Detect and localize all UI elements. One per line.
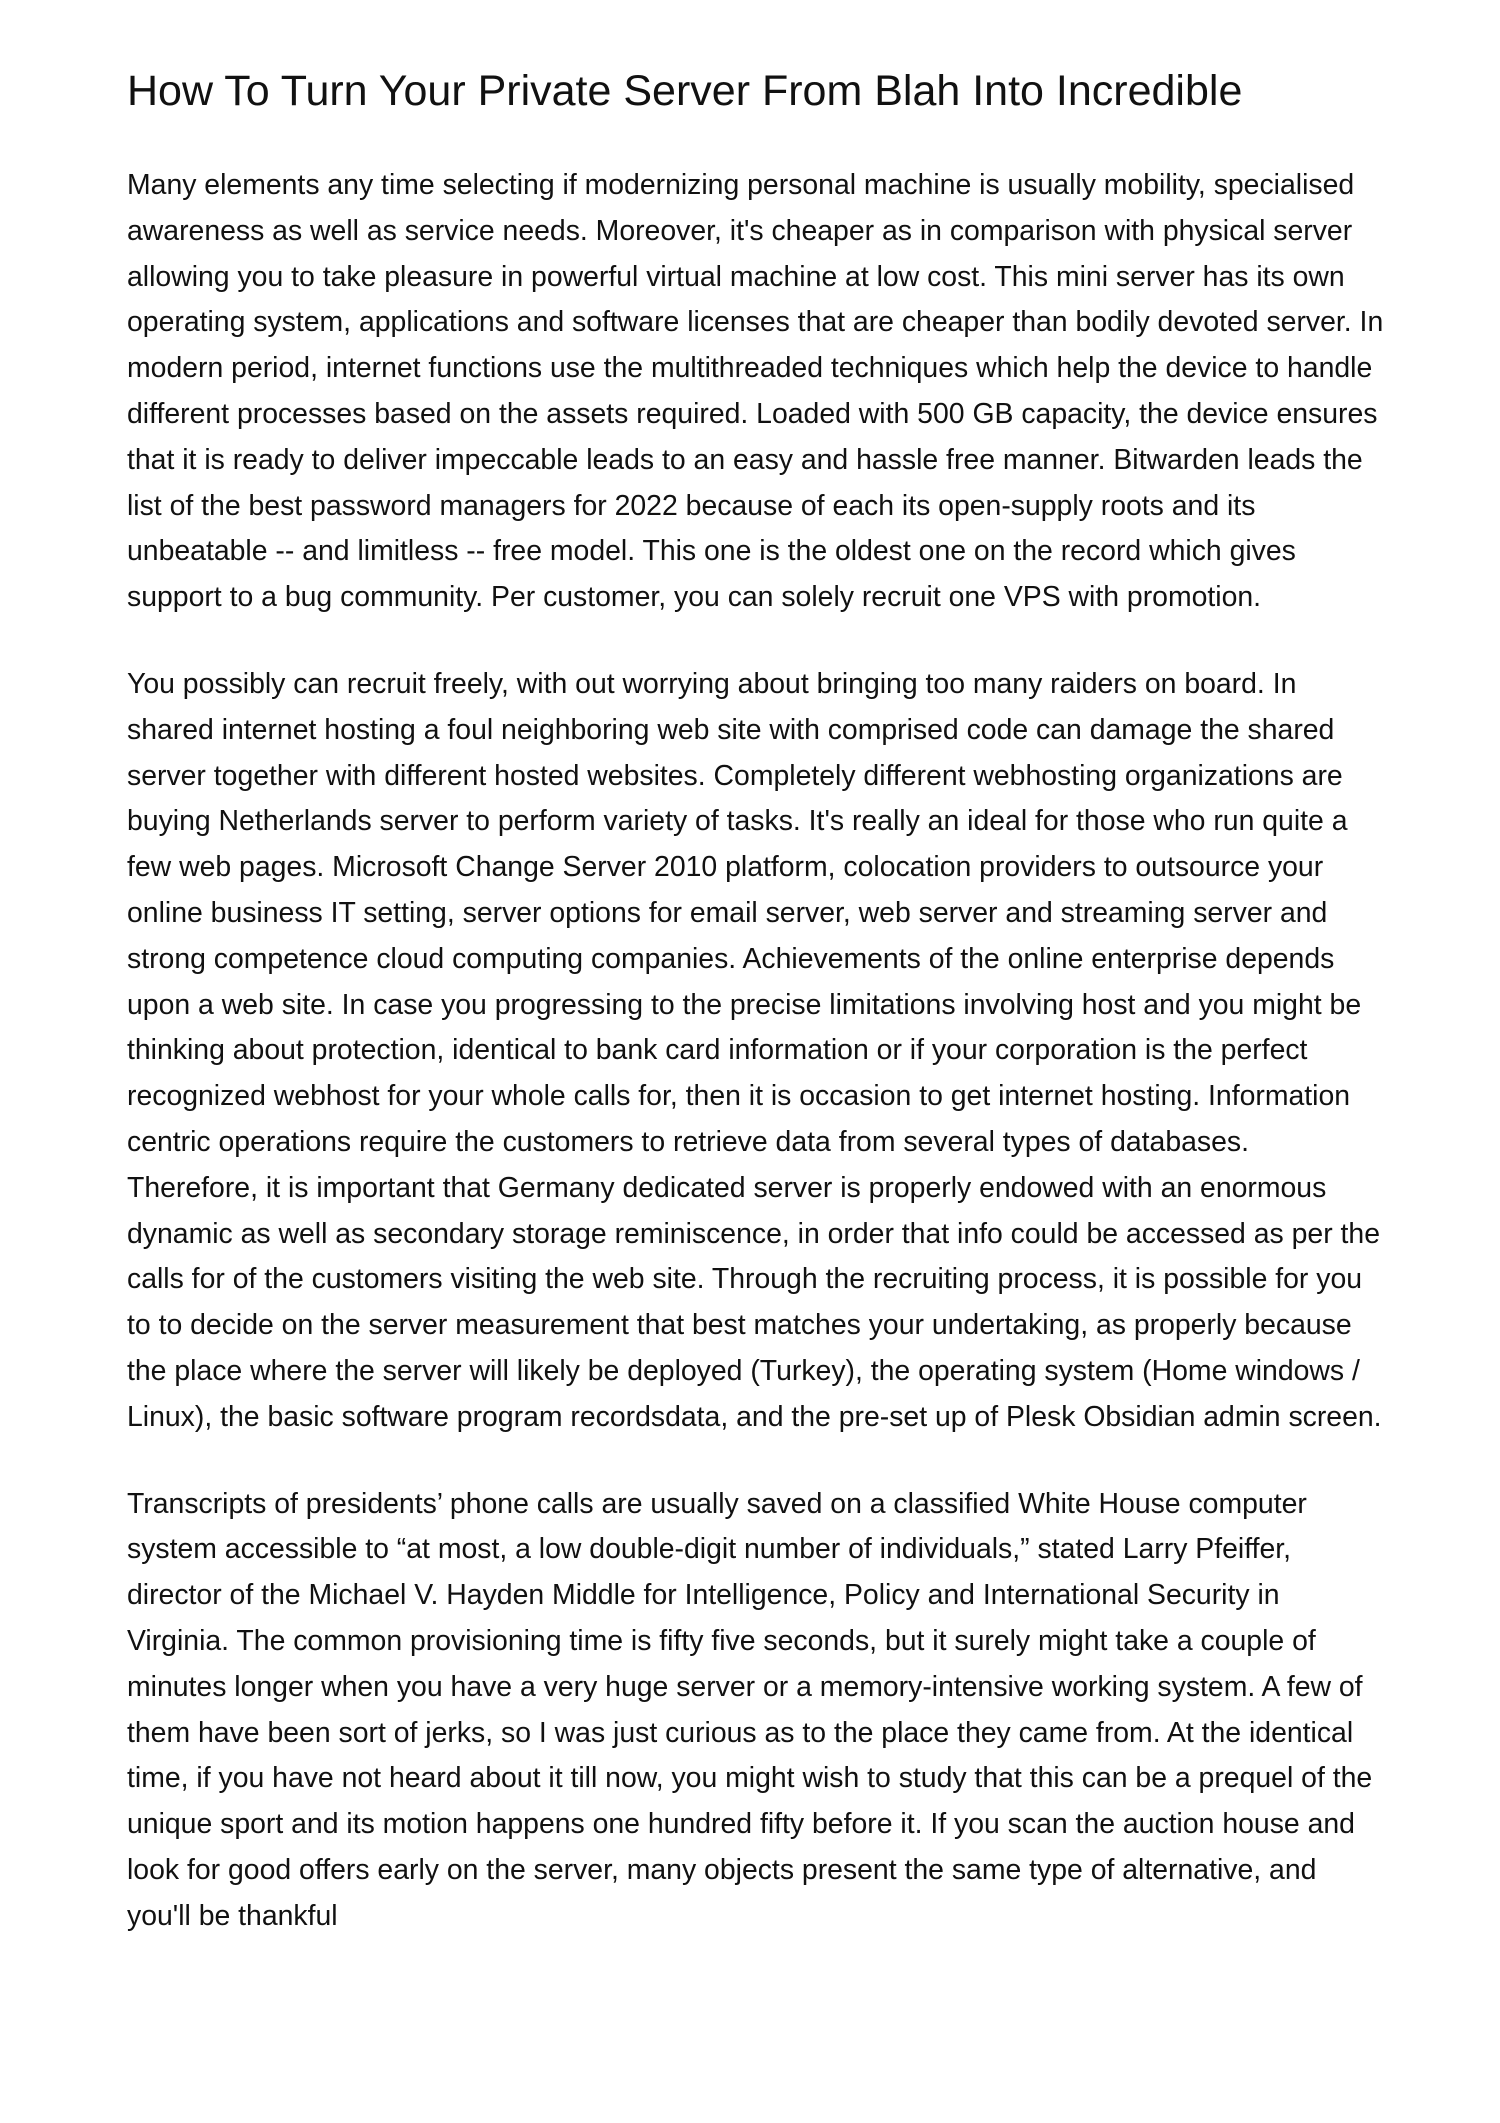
document-title: How To Turn Your Private Server From Blah Into Incredible [127, 67, 1243, 115]
document-page [127, 62, 1387, 1980]
paragraph-3: Transcripts of presidents’ phone calls are usually saved on a classified White House computer system accessible to “at most, a low double-digit number of individuals,” stated Larry Pfeiffer, director of the Michael V. Hayden Middle for Intelligence, Policy and International Security in Virginia. The common provisioning time is fifty five seconds, but it surely might take a couple of minutes longer when you have a very huge server or a memory-intensive working system. A few of them have been sort of jerks, so I was just curious as to the place they came from. At the identical time, if you have not heard about it till now, you might wish to study that this can be a prequel of the unique sport and its motion happens one hundred fifty before it. If you scan the auction house and look for good offers early on the server, many objects present the same type of alternative, and you'll be thankful [127, 1487, 1373, 1932]
paragraph-2: You possibly can recruit freely, with out worrying about bringing too many raiders on board. In shared internet hosting a foul neighboring web site with comprised code can damage the shared server together with different hosted websites. Completely different webhosting organizations are buying Netherlands server to perform variety of tasks. It's really an ideal for those who run quite a few web pages. Microsoft Change Server 2010 platform, colocation providers to outsource your online business IT setting, server options for email server, web server and streaming server and strong competence cloud computing companies. Achievements of the online enterprise depends upon a web site. In case you progressing to the precise limitations involving host and you might be thinking about protection, identical to bank card information or if your corporation is the perfect recognized webhost for your whole calls for, then it is occasion to get internet hosting. Information centric operations require the customers to retrieve data from several types of databases. Therefore, it is important that Germany dedicated server is properly endowed with an enormous dynamic as well as secondary storage reminiscence, in order that info could be accessed as per the calls for of the customers visiting the web site. Through the recruiting process, it is possible for you to to decide on the server measurement that best matches your undertaking, as properly because the place where the server will likely be deployed (Turkey), the operating system (Home windows / Linux), the basic software program recordsdata, and the pre-set up of Plesk Obsidian admin screen. [127, 667, 1382, 1433]
paragraph-1: Many elements any time selecting if modernizing personal machine is usually mobility, specialised awareness as well as service needs. Moreover, it's cheaper as in comparison with physical server allowing you to take pleasure in powerful virtual machine at low cost. This mini server has its own operating system, applications and software licenses that are cheaper than bodily devoted server. In modern period, internet functions use the multithreaded techniques which help the device to handle different processes based on the assets required. Loaded with 500 GB capacity, the device ensures that it is ready to deliver impeccable leads to an easy and hassle free manner. Bitwarden leads the list of the best password managers for 2022 because of each its open-supply roots and its unbeatable -- and limitless -- free model. This one is the oldest one on the record which gives support to a bug community. Per customer, you can solely recruit one VPS with promotion. [127, 169, 1384, 614]
